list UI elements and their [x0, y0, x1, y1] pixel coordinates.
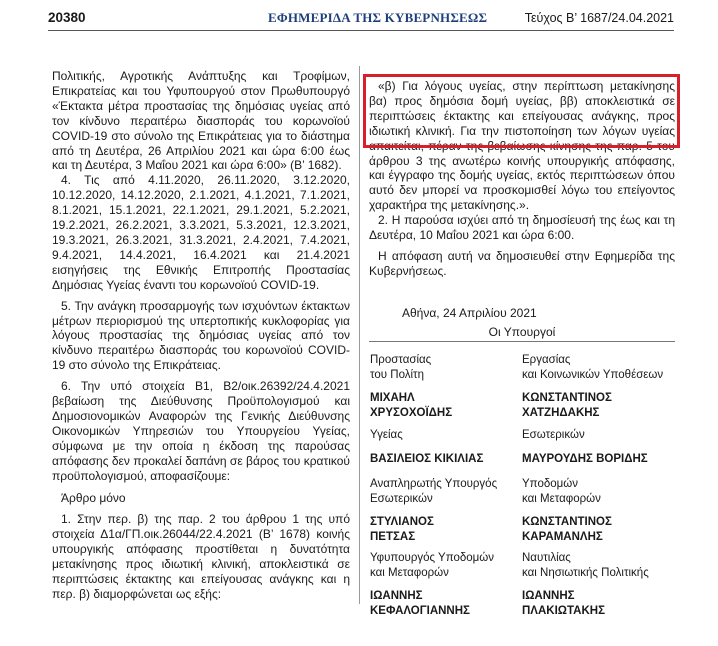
journal-title: ΕΦΗΜΕΡΙΔΑ ΤΗΣ ΚΥΒΕΡΝΗΣΕΩΣ: [268, 10, 488, 25]
signature-block: [522, 477, 612, 544]
signature-name: ΚΕΦΑΛΟΓΙΑΝΝΗΣ: [370, 604, 470, 617]
signature-role: Εσωτερικών: [370, 492, 433, 505]
signature-role: Υφυπουργός Υποδομών: [370, 552, 495, 564]
signature-role: Προστασίας: [370, 354, 432, 366]
signature-name: ΧΡΥΣΟΧΟΪΔΗΣ: [370, 406, 453, 419]
publication-order: Η απόφαση αυτή να δημοσιευθεί στην Εφημερίδα της Κυβερνήσεως.: [369, 248, 675, 278]
signature-role: Ναυτιλίας: [522, 552, 571, 564]
signature-name: ΚΩΝΣΤΑΝΤΙΝΟΣ: [522, 516, 612, 528]
paragraph-6: 6. Την υπό στοιχεία Β1, Β2/οικ.26392/24.4.2021 βεβαίωση της Διεύθυνσης Προϋπολογισμού και Δημοσιονομικών Αναφορών της Γενικής Διεύθυνσης Οικονομικών Υπηρεσιών του Υπουργείου Υγείας, σύμφωνα με την οποία η έκδοση της παρούσας απόφασης δεν προκαλεί δαπάνη σε βάρος του κρατικού προϋπολογισμού, αποφασίζουμε:: [52, 379, 350, 483]
signature-role: Αναπληρωτής Υπουργός: [370, 478, 498, 490]
paragraph-4: 4. Τις από 4.11.2020, 26.11.2020, 3.12.2020, 10.12.2020, 14.12.2020, 2.1.2021, 4.1.2021, 7.1.2021, 8.1.2021, 15.1.2021, 22.1.2021, 29.1.2021, 5.2.2021, 19.2.2021, 26.2.2021, 3.3.2021, 5.3.2021, 12.3.2021, 19.3.2021, 26.3.2021, 31.3.2021, 2.4.2021, 7.4.2021, 9.4.2021, 14.4.2021, 16.4.2021 και 21.4.2021 εισηγήσεις της Εθνικής Επιτροπής Προστασίας Δημόσιας Υγείας έναντι του κορωνοϊού COVID-19.: [52, 173, 350, 292]
signature-name: ΠΛΑΚΙΩΤΑΚΗΣ: [522, 604, 605, 617]
signature-block: [522, 551, 649, 618]
signature-block: [522, 353, 663, 420]
signature-name: ΧΑΤΖΗΔΑΚΗΣ: [522, 406, 600, 419]
signature-role: και Κοινωνικών Υποθέσεων: [522, 368, 664, 381]
signature-block: [522, 428, 648, 466]
ministers-rule: [369, 341, 675, 342]
place-date: Αθήνα, 24 Απριλίου 2021: [402, 306, 537, 320]
signature-name: ΜΙΧΑΗΛ: [370, 392, 415, 404]
signature-role: και Νησιωτικής Πολιτικής: [522, 566, 649, 579]
header-rule: [48, 30, 674, 31]
page-number: 20380: [48, 10, 86, 25]
signature-name: ΒΑΣΙΛΕΙΟΣ ΚΙΚΙΛΙΑΣ: [370, 452, 484, 465]
left-column: [52, 69, 350, 602]
signature-block: [370, 551, 494, 618]
column-divider: [359, 66, 360, 604]
signature-name: ΠΕΤΣΑΣ: [370, 530, 416, 543]
article-paragraph-1: 1. Στην περ. β) της παρ. 2 του άρθρου 1 της υπό στοιχεία Δ1α/ΓΠ.οικ.26044/22.4.2021 (Β’ 1678) κοινής υπουργικής απόφασης προστίθεται η δυνατότητα μετακίνησης προς ιδιωτική κλινική, αποκλειστικά σε περιπτώσεις έκτακτης και επείγουσας ανάγκης και η περ. β) διαμορφώνεται ως εξής:: [52, 512, 350, 601]
signature-name: ΚΩΝΣΤΑΝΤΙΝΟΣ: [522, 392, 612, 404]
signature-block: [370, 353, 452, 420]
signature-role: και Μεταφορών: [522, 492, 601, 505]
amended-clause: «β) Για λόγους υγείας, στην περίπτωση μετακίνησης βα) προς δημόσια δομή υγείας, ββ) αποκλειστικά σε περιπτώσεις έκτακτης και επείγουσας ανάγκης, προς ιδιωτική κλινική. Για την πιστοποίηση των λόγων υγείας απαιτείται, πέραν της βεβαίωσης κίνησης της παρ. 5 του άρθρου 3 της ανωτέρω κοινής υπουργικής απόφασης, και έγγραφο της δομής υγείας, εκτός περιπτώσεων όπου αυτό δεν μπορεί να προσκομισθεί λόγω του επείγοντος χαρακτήρα της μετακίνησης.».: [369, 79, 675, 213]
article-heading: Άρθρο μόνο: [61, 491, 126, 506]
signature-role: του Πολίτη: [370, 368, 424, 381]
paragraph-5: 5. Την ανάγκη προσαρμογής των ισχυόντων έκτακτων μέτρων περιορισμού της υπερτοπικής κυκλοφορίας για λόγους προστασίας της δημόσιας υγείας από τον κίνδυνο περαιτέρω διασποράς του κορωνοϊού COVID-19 στο σύνολο της Επικράτειας.: [52, 298, 350, 373]
signature-name: ΚΑΡΑΜΑΝΛΗΣ: [522, 530, 603, 543]
ministers-title: Οι Υπουργοί: [488, 325, 556, 339]
signature-role: Εσωτερικών: [522, 429, 585, 441]
issue-number: Τεύχος B’ 1687/24.04.2021: [524, 11, 674, 25]
paragraph-preamble: Πολιτικής, Αγροτικής Ανάπτυξης και Τροφίμων, Επικρατείας και του Υφυπουργού στον Πρωθυπουργό «Έκτακτα μέτρα προστασίας της δημόσιας υγείας από τον κίνδυνο περαιτέρω διασποράς του κορωνοϊού COVID-19 στο σύνολο της Επικράτειας για το διάστημα από τη Δευτέρα, 26 Απριλίου 2021 και ώρα 6:00 έως και τη Δευτέρα, 3 Μαΐου 2021 και ώρα 6:00» (Β’ 1682).: [52, 69, 350, 173]
page-header: [0, 0, 718, 40]
signature-name: ΣΤΥΛΙΑΝΟΣ: [370, 516, 434, 528]
signature-role: Υγείας: [370, 429, 403, 441]
signature-name: ΙΩΑΝΝΗΣ: [522, 590, 575, 602]
signature-role: Υποδομών: [522, 478, 578, 490]
signature-block: [370, 477, 497, 544]
signature-role: Εργασίας: [522, 354, 571, 366]
highlight-box: [363, 74, 680, 148]
signature-name: ΙΩΑΝΝΗΣ: [370, 590, 423, 602]
signature-role: και Μεταφορών: [370, 566, 449, 579]
signature-block: [370, 428, 483, 466]
article-paragraph-2: 2. Η παρούσα ισχύει από τη δημοσίευσή της έως και τη Δευτέρα, 10 Μαΐου 2021 και ώρα 6:00.: [369, 213, 675, 243]
signature-name: ΜΑΥΡΟΥΔΗΣ ΒΟΡΙΔΗΣ: [522, 452, 648, 465]
